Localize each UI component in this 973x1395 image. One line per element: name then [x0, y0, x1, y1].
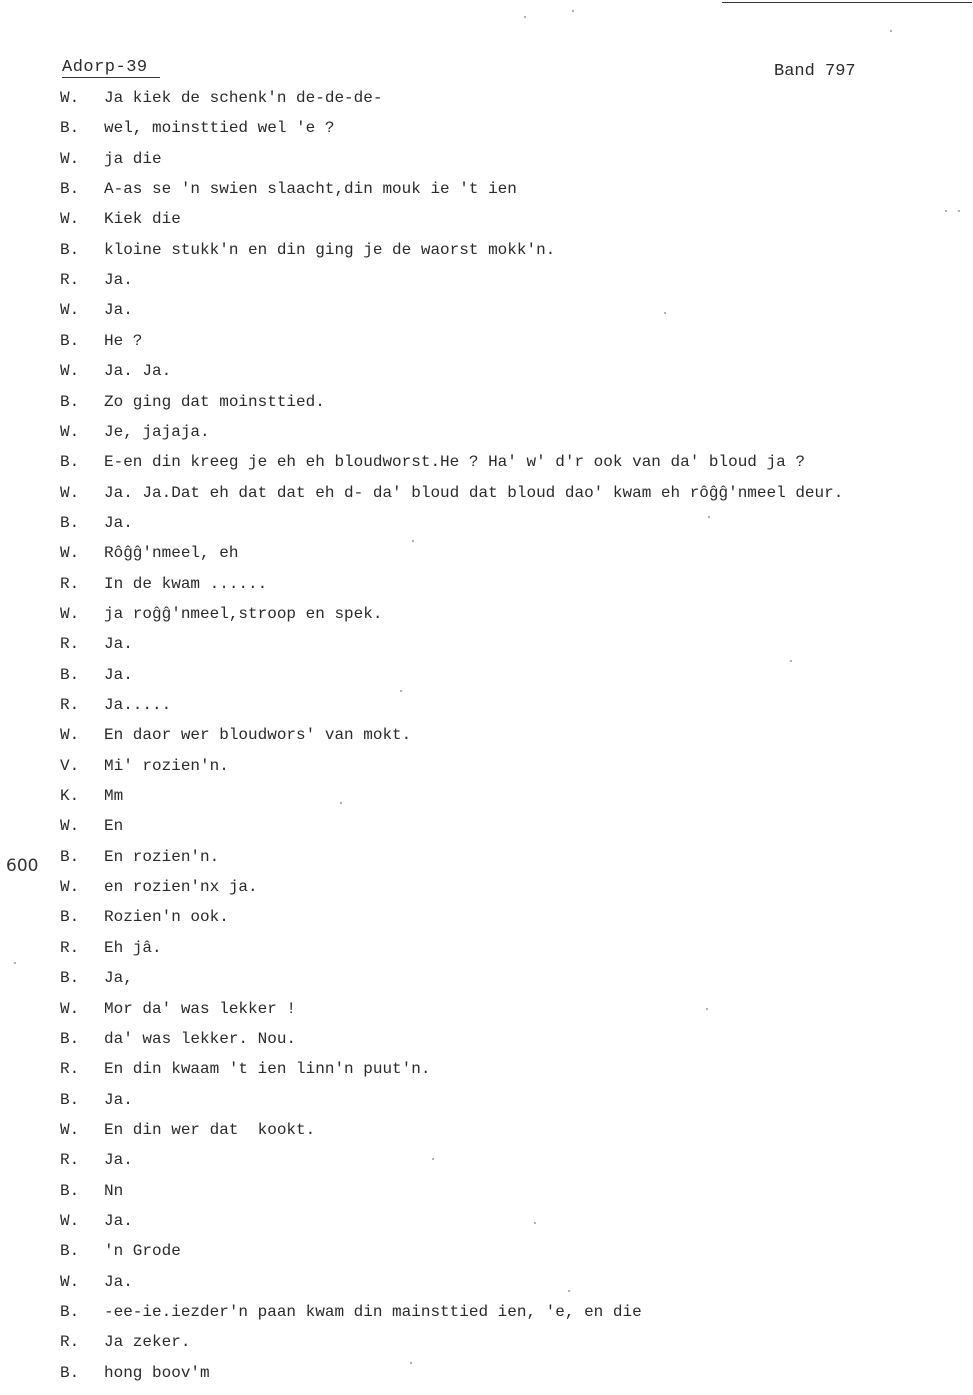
- speaker-code: B.: [60, 332, 80, 350]
- location-underline: [62, 77, 160, 78]
- utterance-text: -ee-ie.iezder'n paan kwam din mainsttied ien, 'e, en die: [104, 1303, 642, 1321]
- speaker-code: B.: [60, 1091, 80, 1109]
- speaker-code: B.: [60, 969, 80, 987]
- speaker-code: W.: [60, 726, 80, 744]
- speaker-code: W.: [60, 210, 80, 228]
- speaker-code: R.: [60, 635, 80, 653]
- utterance-text: Eh jâ.: [104, 939, 162, 957]
- speaker-code: B.: [60, 848, 80, 866]
- utterance-text: En din wer dat kookt.: [104, 1121, 316, 1139]
- utterance-text: Ja,: [104, 969, 133, 987]
- scan-speck: [568, 1290, 570, 1292]
- scan-speck: [958, 210, 960, 212]
- speaker-code: B.: [60, 393, 80, 411]
- speaker-code: W.: [60, 484, 80, 502]
- utterance-text: Nn: [104, 1182, 124, 1200]
- utterance-text: Ja.: [104, 1091, 133, 1109]
- band-header: Band 797: [774, 62, 856, 81]
- utterance-text: En: [104, 817, 124, 835]
- utterance-text: En rozien'n.: [104, 848, 220, 866]
- speaker-code: B.: [60, 241, 80, 259]
- utterance-text: en rozien'nx ja.: [104, 878, 258, 896]
- speaker-code: W.: [60, 150, 80, 168]
- top-rule: [722, 2, 972, 3]
- speaker-code: B.: [60, 908, 80, 926]
- speaker-code: R.: [60, 575, 80, 593]
- speaker-code: B.: [60, 1364, 80, 1382]
- utterance-text: Mi' rozien'n.: [104, 757, 229, 775]
- utterance-text: Rozien'n ook.: [104, 908, 229, 926]
- scan-speck: [534, 1222, 536, 1224]
- utterance-text: Ja.: [104, 271, 133, 289]
- margin-counter: 600: [6, 856, 39, 876]
- scan-speck: [432, 1158, 434, 1160]
- utterance-text: kloine stukk'n en din ging je de waorst mokk'n.: [104, 241, 556, 259]
- utterance-text: Ja. Ja.Dat eh dat dat eh d- da' bloud dat bloud dao' kwam eh rôĝĝ'nmeel deur.: [104, 484, 844, 502]
- utterance-text: Mor da' was lekker !: [104, 1000, 297, 1018]
- utterance-text: 'n Grode: [104, 1242, 181, 1260]
- utterance-text: wel, moinsttied wel 'e ?: [104, 119, 335, 137]
- utterance-text: Kiek die: [104, 210, 181, 228]
- speaker-code: B.: [60, 514, 80, 532]
- utterance-text: E-en din kreeg je eh eh bloudworst.He ? Ha' w' d'r ook van da' bloud ja ?: [104, 453, 805, 471]
- utterance-text: A-as se 'n swien slaacht,din mouk ie 't ien: [104, 180, 517, 198]
- location-label: Adorp-39: [62, 58, 148, 77]
- utterance-text: Ja kiek de schenk'n de-de-de-: [104, 89, 383, 107]
- speaker-code: B.: [60, 1303, 80, 1321]
- speaker-code: B.: [60, 1182, 80, 1200]
- utterance-text: Ja.: [104, 301, 133, 319]
- utterance-text: Ja zeker.: [104, 1333, 191, 1351]
- utterance-text: Ja.: [104, 1151, 133, 1169]
- scan-speck: [400, 690, 402, 692]
- scan-speck: [708, 516, 710, 518]
- speaker-code: V.: [60, 757, 80, 775]
- utterance-text: Ja. Ja.: [104, 362, 172, 380]
- utterance-text: Ja.: [104, 1212, 133, 1230]
- utterance-text: hong boov'm: [104, 1364, 210, 1382]
- utterance-text: Ja.....: [104, 696, 172, 714]
- scan-speck: [14, 962, 16, 964]
- utterance-text: En daor wer bloudwors' van mokt.: [104, 726, 412, 744]
- speaker-code: B.: [60, 119, 80, 137]
- speaker-code: W.: [60, 605, 80, 623]
- speaker-code: K.: [60, 787, 80, 805]
- speaker-code: B.: [60, 666, 80, 684]
- scan-speck: [890, 30, 892, 32]
- utterance-text: Zo ging dat moinsttied.: [104, 393, 325, 411]
- scan-speck: [706, 1008, 708, 1010]
- utterance-text: Mm: [104, 787, 124, 805]
- speaker-code: W.: [60, 544, 80, 562]
- utterance-text: Ja.: [104, 1273, 133, 1291]
- speaker-code: W.: [60, 817, 80, 835]
- utterance-text: In de kwam ......: [104, 575, 268, 593]
- utterance-text: Je, jajaja.: [104, 423, 210, 441]
- utterance-text: ja die: [104, 150, 162, 168]
- speaker-code: B.: [60, 180, 80, 198]
- scan-speck: [410, 1362, 412, 1364]
- scan-speck: [524, 16, 526, 18]
- speaker-code: R.: [60, 1060, 80, 1078]
- speaker-code: W.: [60, 1000, 80, 1018]
- location-header: [62, 58, 148, 77]
- speaker-code: R.: [60, 1333, 80, 1351]
- speaker-code: W.: [60, 362, 80, 380]
- speaker-code: R.: [60, 271, 80, 289]
- utterance-text: da' was lekker. Nou.: [104, 1030, 297, 1048]
- speaker-code: W.: [60, 423, 80, 441]
- scan-speck: [412, 540, 414, 542]
- utterance-text: Ja.: [104, 514, 133, 532]
- scan-speck: [945, 210, 947, 212]
- utterance-text: He ?: [104, 332, 143, 350]
- utterance-text: ja roĝĝ'nmeel,stroop en spek.: [104, 605, 383, 623]
- speaker-code: B.: [60, 1242, 80, 1260]
- speaker-code: B.: [60, 1030, 80, 1048]
- speaker-code: R.: [60, 1151, 80, 1169]
- utterance-text: Ja.: [104, 666, 133, 684]
- speaker-code: R.: [60, 939, 80, 957]
- speaker-code: W.: [60, 89, 80, 107]
- speaker-code: R.: [60, 696, 80, 714]
- utterance-text: Rôĝĝ'nmeel, eh: [104, 544, 239, 562]
- speaker-code: W.: [60, 301, 80, 319]
- scan-speck: [572, 10, 574, 12]
- utterance-text: En din kwaam 't ien linn'n puut'n.: [104, 1060, 431, 1078]
- scan-speck: [340, 802, 342, 804]
- speaker-code: W.: [60, 1273, 80, 1291]
- speaker-code: W.: [60, 1212, 80, 1230]
- utterance-text: Ja.: [104, 635, 133, 653]
- speaker-code: W.: [60, 878, 80, 896]
- scan-speck: [790, 660, 792, 662]
- speaker-code: B.: [60, 453, 80, 471]
- scan-speck: [664, 312, 666, 314]
- speaker-code: W.: [60, 1121, 80, 1139]
